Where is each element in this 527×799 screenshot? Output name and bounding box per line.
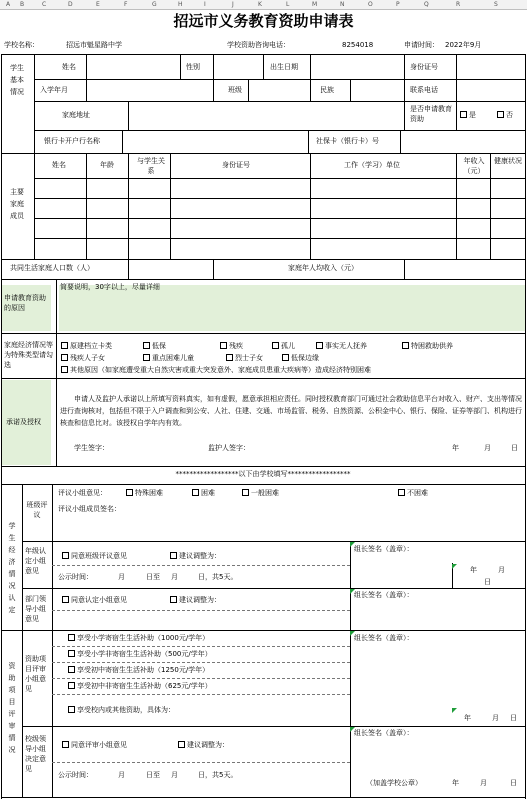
inner-rule bbox=[52, 678, 350, 679]
table-rule bbox=[52, 484, 53, 797]
apply-date-value[interactable]: 2022年9月 bbox=[445, 41, 482, 49]
cell-marker bbox=[452, 708, 457, 713]
table-rule bbox=[350, 79, 351, 101]
inner-rule bbox=[52, 762, 350, 763]
table-rule bbox=[456, 54, 457, 130]
econ-option[interactable]: 残疾人子女 bbox=[61, 354, 105, 363]
col-letter: R bbox=[456, 1, 461, 8]
table-rule bbox=[1, 484, 526, 485]
class-label: 班级 bbox=[228, 86, 242, 94]
econ-option-other[interactable]: 其他原因（如家庭遭受重大自然灾害或重大突发意外、家庭成员患重大疾病等）造成经济特别困难 bbox=[61, 366, 371, 375]
leader-sign-label: 组长签名（盖章）： bbox=[354, 634, 414, 642]
dept-group-label: 部门领导小组意见 bbox=[25, 595, 46, 623]
col-letter: S bbox=[494, 1, 498, 8]
date-day: 日 bbox=[510, 714, 517, 722]
table-rule bbox=[310, 153, 311, 259]
table-rule bbox=[404, 54, 405, 130]
table-rule bbox=[1, 466, 526, 467]
table-rule bbox=[1, 378, 526, 379]
ethnicity-label: 民族 bbox=[320, 86, 334, 94]
table-rule bbox=[34, 178, 526, 179]
birth-label: 出生日期 bbox=[270, 63, 298, 71]
family-section-label: 主要家庭成员 bbox=[10, 188, 24, 220]
col-letter: K bbox=[258, 1, 262, 8]
aid-item-other[interactable]: 享受校内或其他资助，具体为： bbox=[68, 706, 175, 715]
school-group-label: 校级领导小组决定意见 bbox=[25, 735, 46, 773]
table-rule bbox=[400, 130, 401, 153]
family-col-name: 姓名 bbox=[52, 161, 66, 169]
econ-option[interactable]: 烈士子女 bbox=[226, 354, 263, 363]
household-count-label: 共同生活家庭人口数（人） bbox=[10, 264, 94, 272]
col-letter: E bbox=[96, 1, 100, 8]
table-rule bbox=[34, 218, 526, 219]
publicity-month: 月 bbox=[171, 573, 178, 581]
col-letter: G bbox=[152, 1, 157, 8]
table-rule bbox=[22, 588, 526, 589]
table-rule bbox=[34, 153, 35, 259]
agree-review-option[interactable]: 同意评审小组意见 bbox=[62, 741, 127, 750]
table-rule bbox=[1, 279, 526, 280]
table-border bbox=[1, 54, 2, 799]
econ-option[interactable]: 重点困难儿童 bbox=[143, 354, 194, 363]
enroll-date-label: 入学年月 bbox=[40, 86, 68, 94]
date-year-month: 年 月 bbox=[452, 779, 487, 787]
table-rule bbox=[180, 54, 181, 79]
date-year-month: 年 月 bbox=[464, 714, 499, 722]
econ-option[interactable]: 原建档立卡类 bbox=[61, 342, 112, 351]
inner-rule bbox=[52, 565, 350, 566]
table-rule bbox=[22, 726, 526, 727]
apply-no-option[interactable]: 否 bbox=[497, 111, 513, 120]
suggest-option[interactable]: 建议调整为： bbox=[170, 596, 221, 605]
leader-sign-label: 组长签名（盖章）： bbox=[354, 545, 414, 553]
table-rule bbox=[86, 79, 87, 101]
opt-general-hardship[interactable]: 一般困难 bbox=[242, 489, 279, 498]
econ-option[interactable]: 残疾 bbox=[220, 342, 243, 351]
spreadsheet-column-header bbox=[0, 0, 527, 10]
phone-label: 学校资助咨询电话： bbox=[227, 41, 290, 49]
aid-item[interactable]: 享受小学寄宿生生活补助（1000元/学年） bbox=[68, 634, 209, 643]
gender-label: 性别 bbox=[186, 63, 200, 71]
table-rule bbox=[350, 541, 351, 630]
col-letter: H bbox=[178, 1, 183, 8]
apply-yes-option[interactable]: 是 bbox=[460, 111, 476, 120]
family-col-income: 年收入（元） bbox=[463, 157, 485, 175]
inner-rule bbox=[52, 646, 350, 647]
inner-rule bbox=[52, 610, 350, 611]
econ-option[interactable]: 孤儿 bbox=[272, 342, 295, 351]
table-rule bbox=[22, 484, 23, 797]
col-letter: M bbox=[312, 1, 318, 8]
family-col-health: 健康状况 bbox=[494, 157, 522, 165]
publicity-day-to: 日至 bbox=[146, 771, 160, 779]
table-rule bbox=[404, 259, 405, 279]
apply-aid-question: 是否申请教育资助 bbox=[410, 105, 452, 123]
class-review-label: 班级评议 bbox=[26, 501, 48, 519]
reason-label: 申请教育资助的原因 bbox=[4, 294, 46, 312]
review-opinion-label: 评议小组意见： bbox=[58, 489, 107, 497]
col-letter: I bbox=[204, 1, 206, 8]
date-day: 日 bbox=[484, 578, 491, 586]
leader-sign-label: 组长签名（盖章）： bbox=[354, 729, 414, 737]
table-rule bbox=[128, 101, 129, 130]
table-rule bbox=[34, 79, 526, 80]
date-year-month: 年 月 bbox=[470, 566, 505, 574]
col-letter: P bbox=[396, 1, 400, 8]
publicity-label: 公示时间： bbox=[58, 573, 93, 581]
checkbox[interactable] bbox=[460, 111, 467, 118]
guardian-sign-label: 监护人签字： bbox=[208, 444, 250, 452]
econ-option[interactable]: 事实无人抚养 bbox=[316, 342, 367, 351]
table-rule bbox=[34, 130, 526, 131]
opt-hardship[interactable]: 困难 bbox=[192, 489, 215, 498]
col-letter: F bbox=[124, 1, 128, 8]
suggest-option[interactable]: 建议调整为： bbox=[170, 552, 221, 561]
table-rule bbox=[1, 630, 526, 631]
table-rule bbox=[86, 54, 87, 79]
col-letter: Q bbox=[424, 1, 429, 8]
col-letter: D bbox=[68, 1, 73, 8]
student-section-label: 学生基本情况 bbox=[10, 64, 24, 96]
school-fill-divider: ******************以下由学校填写****************** bbox=[175, 470, 351, 478]
econ-option[interactable]: 特困救助供养 bbox=[402, 342, 453, 351]
publicity-month: 月 bbox=[171, 771, 178, 779]
cell-marker bbox=[452, 564, 457, 569]
reason-hint[interactable]: 简要说明，30字以上，尽量详细 bbox=[60, 283, 160, 291]
aid-item[interactable]: 享受小学非寄宿生生活补助（500元/学年） bbox=[68, 650, 212, 659]
inner-rule bbox=[52, 662, 350, 663]
table-rule bbox=[308, 130, 309, 153]
table-rule bbox=[490, 153, 491, 259]
aid-review-section-label: 资助项目评审情况 bbox=[8, 662, 16, 754]
agree-class-option[interactable]: 同意班级评议意见 bbox=[62, 552, 127, 561]
aid-review-group-label: 资助项目评审小组意见 bbox=[25, 655, 46, 693]
name-label: 姓名 bbox=[62, 63, 76, 71]
publicity-label: 公示时间： bbox=[58, 771, 93, 779]
contact-phone-label: 联系电话 bbox=[410, 86, 438, 94]
id-number-label: 身份证号 bbox=[410, 63, 438, 71]
social-card-label: 社保卡（银行卡）号 bbox=[316, 137, 379, 145]
table-rule bbox=[248, 79, 249, 101]
table-rule bbox=[128, 259, 129, 279]
table-rule bbox=[122, 130, 123, 153]
table-rule bbox=[34, 101, 526, 102]
table-rule bbox=[128, 153, 129, 259]
table-rule bbox=[1, 259, 526, 260]
col-letter: J bbox=[232, 1, 234, 8]
col-letter: O bbox=[368, 1, 373, 8]
form-title: 招远市义务教育资助申请表 bbox=[173, 12, 354, 30]
school-name-value[interactable]: 招远市魁星路中学 bbox=[66, 41, 122, 49]
phone-value[interactable]: 8254018 bbox=[342, 41, 374, 49]
publicity-month: 月 bbox=[118, 573, 125, 581]
school-seal-note: （加盖学校公章） bbox=[366, 779, 422, 787]
pledge-month: 月 bbox=[484, 444, 491, 452]
table-rule bbox=[170, 153, 171, 259]
apply-date-label: 申请时间： bbox=[404, 41, 439, 49]
bank-name-label: 银行卡开户行名称 bbox=[44, 137, 100, 145]
pledge-label: 承诺及授权 bbox=[6, 418, 41, 426]
school-name-label: 学校名称： bbox=[4, 41, 39, 49]
publicity-total: 日，共5天。 bbox=[198, 573, 238, 581]
checkbox[interactable] bbox=[497, 111, 504, 118]
publicity-month: 月 bbox=[118, 771, 125, 779]
grade-group-label: 年级认定小组意见 bbox=[25, 547, 46, 575]
opt-not-hardship[interactable]: 不困难 bbox=[398, 489, 428, 498]
family-col-id: 身份证号 bbox=[222, 161, 250, 169]
aid-item[interactable]: 享受初中非寄宿生生活补助（625元/学年） bbox=[68, 682, 212, 691]
table-border bbox=[525, 54, 526, 799]
table-rule bbox=[34, 198, 526, 199]
econ-option[interactable]: 低保边缘 bbox=[282, 354, 319, 363]
pledge-day: 日 bbox=[511, 444, 518, 452]
econ-option[interactable]: 低保 bbox=[143, 342, 166, 351]
table-rule bbox=[34, 238, 526, 239]
table-rule bbox=[1, 333, 526, 334]
address-label: 家庭地址 bbox=[62, 111, 90, 119]
table-rule bbox=[263, 54, 264, 79]
date-day: 日 bbox=[510, 779, 517, 787]
pledge-year: 年 bbox=[452, 444, 459, 452]
econ-assessment-label: 学生经济情况认定 bbox=[8, 522, 16, 614]
pledge-text: 申请人及监护人承诺以上所填写资料真实，如有虚假，愿意承担相应责任。同时授权教育部门可通过社会救助信息平台对收入、财产、支出等情况进行查询核对，包括但不限于入户调查和到公安、人社、住建、交通、市场监管、税务、自然资源、公积金中心、银行、保险、证券等部门、机构进行核查和信息比对。该授权自学年内有效。 bbox=[60, 395, 522, 427]
family-col-relation: 与学生关系 bbox=[137, 157, 165, 175]
table-rule bbox=[213, 54, 214, 101]
table-rule bbox=[1, 797, 526, 798]
table-rule bbox=[310, 54, 311, 101]
publicity-day-to: 日至 bbox=[146, 573, 160, 581]
family-col-age: 年龄 bbox=[100, 161, 114, 169]
table-rule bbox=[56, 279, 57, 466]
col-letter: A bbox=[6, 1, 11, 8]
col-letter: C bbox=[42, 1, 47, 8]
household-income-label: 家庭年人均收入（元） bbox=[288, 264, 358, 272]
table-rule bbox=[22, 541, 526, 542]
table-rule bbox=[34, 54, 35, 153]
aid-item[interactable]: 享受初中寄宿生生活补助（1250元/学年） bbox=[68, 666, 209, 675]
family-col-work: 工作（学习）单位 bbox=[344, 161, 400, 169]
leader-sign-label: 组长签名（盖章）： bbox=[354, 591, 414, 599]
table-rule bbox=[213, 259, 214, 279]
table-rule bbox=[350, 630, 351, 797]
col-letter: L bbox=[286, 1, 290, 8]
econ-type-label: 家庭经济情况等为特殊类型请勾选 bbox=[4, 341, 53, 369]
table-rule bbox=[1, 153, 526, 154]
table-rule bbox=[86, 153, 87, 259]
publicity-total: 日，共5天。 bbox=[198, 771, 238, 779]
review-members-label: 评议小组成员签名： bbox=[58, 505, 121, 513]
suggest-option[interactable]: 建议调整为： bbox=[178, 741, 229, 750]
agree-grade-option[interactable]: 同意认定小组意见 bbox=[62, 596, 127, 605]
col-letter: N bbox=[340, 1, 345, 8]
inner-rule bbox=[52, 694, 350, 695]
student-sign-label: 学生签字： bbox=[74, 444, 109, 452]
col-letter: B bbox=[20, 1, 25, 8]
table-rule bbox=[456, 153, 457, 259]
opt-special-hardship[interactable]: 特殊困难 bbox=[126, 489, 163, 498]
